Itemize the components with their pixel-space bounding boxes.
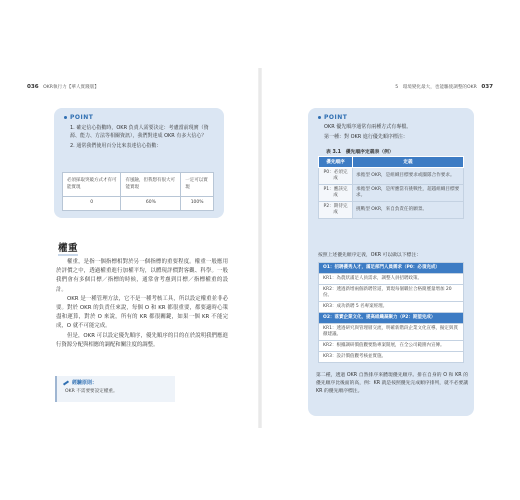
- priority-definition: 承擔型 OKR，是所應當有挑戰性，超越組織目標要求。: [353, 185, 464, 202]
- priority-definition: 挑戰型 OKR，來自負責任的願景。: [353, 202, 464, 219]
- point-item-1: 1. 確定信心指數時，OKR 負責人需要決定：考慮當前現實（資源、能力、方法等相關資訊），我們對達成 OKR 有多大信心？: [70, 125, 209, 140]
- right-running-head: [395, 84, 496, 90]
- point-bullet-icon: [318, 116, 321, 119]
- okr-kr-row: [319, 324, 464, 341]
- priority-definition: 承擔型 OKR，是組織目標要求或團隊合作要求。: [353, 168, 464, 185]
- right-point-line-1: OKR 優先順序通常有兩種方式有專檔。: [324, 124, 412, 130]
- priority-table: [318, 156, 464, 219]
- confidence-value-2: 100%: [181, 197, 214, 211]
- left-point-title: POINT: [70, 114, 94, 121]
- okr-kr-row: [319, 352, 464, 363]
- paragraph-2: OKR 是一種管理方法，它不是一種考核工具，所以設定權重並非必要。對於 OKR 的負責任來說，每個 O 和 KR 都很重要，都要適時心策盡和運算，對於 O 來說，所有的 KR 都很關鍵，如果一個 KR 不能完成，O 就不可能完成。: [56, 295, 228, 330]
- table-row: [319, 185, 464, 202]
- okr-objective-row: [319, 263, 464, 274]
- right-page-number: 037: [481, 84, 493, 90]
- priority-header-definition: 定義: [353, 157, 464, 168]
- left-page-number: 036: [27, 84, 39, 90]
- paragraph-3: 但是，OKR 可以設定優先順序，優先順序的目的在於說明我們應進行資源分配與相應的調配和關注度的調整。: [56, 332, 228, 348]
- table-row: [319, 202, 464, 219]
- right-chapter-title: 5 環境變化最大，也能驅使調整的OKR: [395, 85, 477, 90]
- point-bullet-icon: [64, 116, 67, 119]
- paragraph-1: 權重，是指一個指標相對於另一個指標的重要程度。權重一般應用於評價之中，透過權重進行加權平均，以體現評價對客觀、科學。一般我們會有多個目標／指標的時候，通常會考慮到目標／指標權重的設計。: [56, 259, 228, 293]
- okr-kr-row: [319, 274, 464, 285]
- pencil-icon: [63, 380, 69, 385]
- okr-kr-row: [319, 285, 464, 302]
- okr-kr-row: [319, 302, 464, 313]
- note-text: OKR 不需要要設定權重。: [65, 389, 118, 394]
- confidence-table: [62, 172, 214, 211]
- okr-key-result: KR3：成功新聘 5 名專案經理。: [319, 302, 464, 313]
- okr-objective: O2：落實企業文化，提高組織凝聚力（P2：期望完成）: [319, 313, 464, 324]
- left-book-title: OKR執行力【華人實踐版】: [43, 85, 99, 90]
- note-title: 經驗原則：: [72, 380, 98, 386]
- right-point-title: POINT: [324, 114, 348, 121]
- okr-key-result: KR3：設計價值觀考核並實施。: [319, 352, 464, 363]
- okr-key-result: KR2：透過新增兩個新聘管道，實現每個職位合格簡歷量增加 20 份。: [319, 285, 464, 302]
- table-row: [319, 168, 464, 185]
- okr-objective: O1：招聘優秀人才，滿足部門人員需求（P0：必須完成）: [319, 263, 464, 274]
- okr-key-result: KR1：為農狀滿足人員需求，調整人員招聘政策。: [319, 274, 464, 285]
- okr-key-result: KR2：根據調研價值觀要點專案開展，在全公司範圍內宣傳。: [319, 341, 464, 352]
- confidence-header-0: 必須採取突破方式才有可能實現: [63, 173, 121, 197]
- priority-level: P0：必須完成: [319, 168, 353, 185]
- priority-header-level: 優先順序: [319, 157, 353, 168]
- section-title-weight: 權重: [58, 240, 78, 254]
- okr-example-table: [318, 262, 464, 363]
- okr-objective-row: [319, 313, 464, 324]
- confidence-value-1: 60%: [121, 197, 181, 211]
- experience-note: [55, 376, 175, 402]
- confidence-value-0: 0: [63, 197, 121, 211]
- transition-text: 按照上述優先順序定義，OKR 可以做以下標注：: [318, 253, 421, 258]
- confidence-header-2: 一定可以實現: [181, 173, 214, 197]
- table-caption: 表 3.1 優先順序定義表（例）: [326, 150, 394, 155]
- priority-level: P1：應該完成: [319, 185, 353, 202]
- right-point-text: [308, 121, 474, 141]
- right-point-line-2: 第一種：對 OKR 進行優先順序標注：: [324, 134, 408, 141]
- point-item-2: 2. 通常我們使用百分比來表達信心指數：: [70, 143, 162, 150]
- confidence-header-1: 有風險，但我想有很大可能實現: [121, 173, 181, 197]
- page-gutter: [258, 68, 262, 428]
- left-running-head: [24, 84, 99, 90]
- priority-level: P2：期待完成: [319, 202, 353, 219]
- closing-text: 第二種，透過 OKR 自然排序來體現優先順序。排在自身的 O 和 KR 的優先順序比後面的高，例：KR 就是按照優先完成順序排列，就不必要讓 KR 的優先順序標注。: [316, 373, 468, 394]
- left-point-text: [54, 121, 224, 151]
- okr-kr-row: [319, 341, 464, 352]
- okr-key-result: KR1：透過研究與管理層交流，明確新階段企業文化宣導，擬定與貫徹建議。: [319, 324, 464, 341]
- left-body-text: [56, 258, 228, 350]
